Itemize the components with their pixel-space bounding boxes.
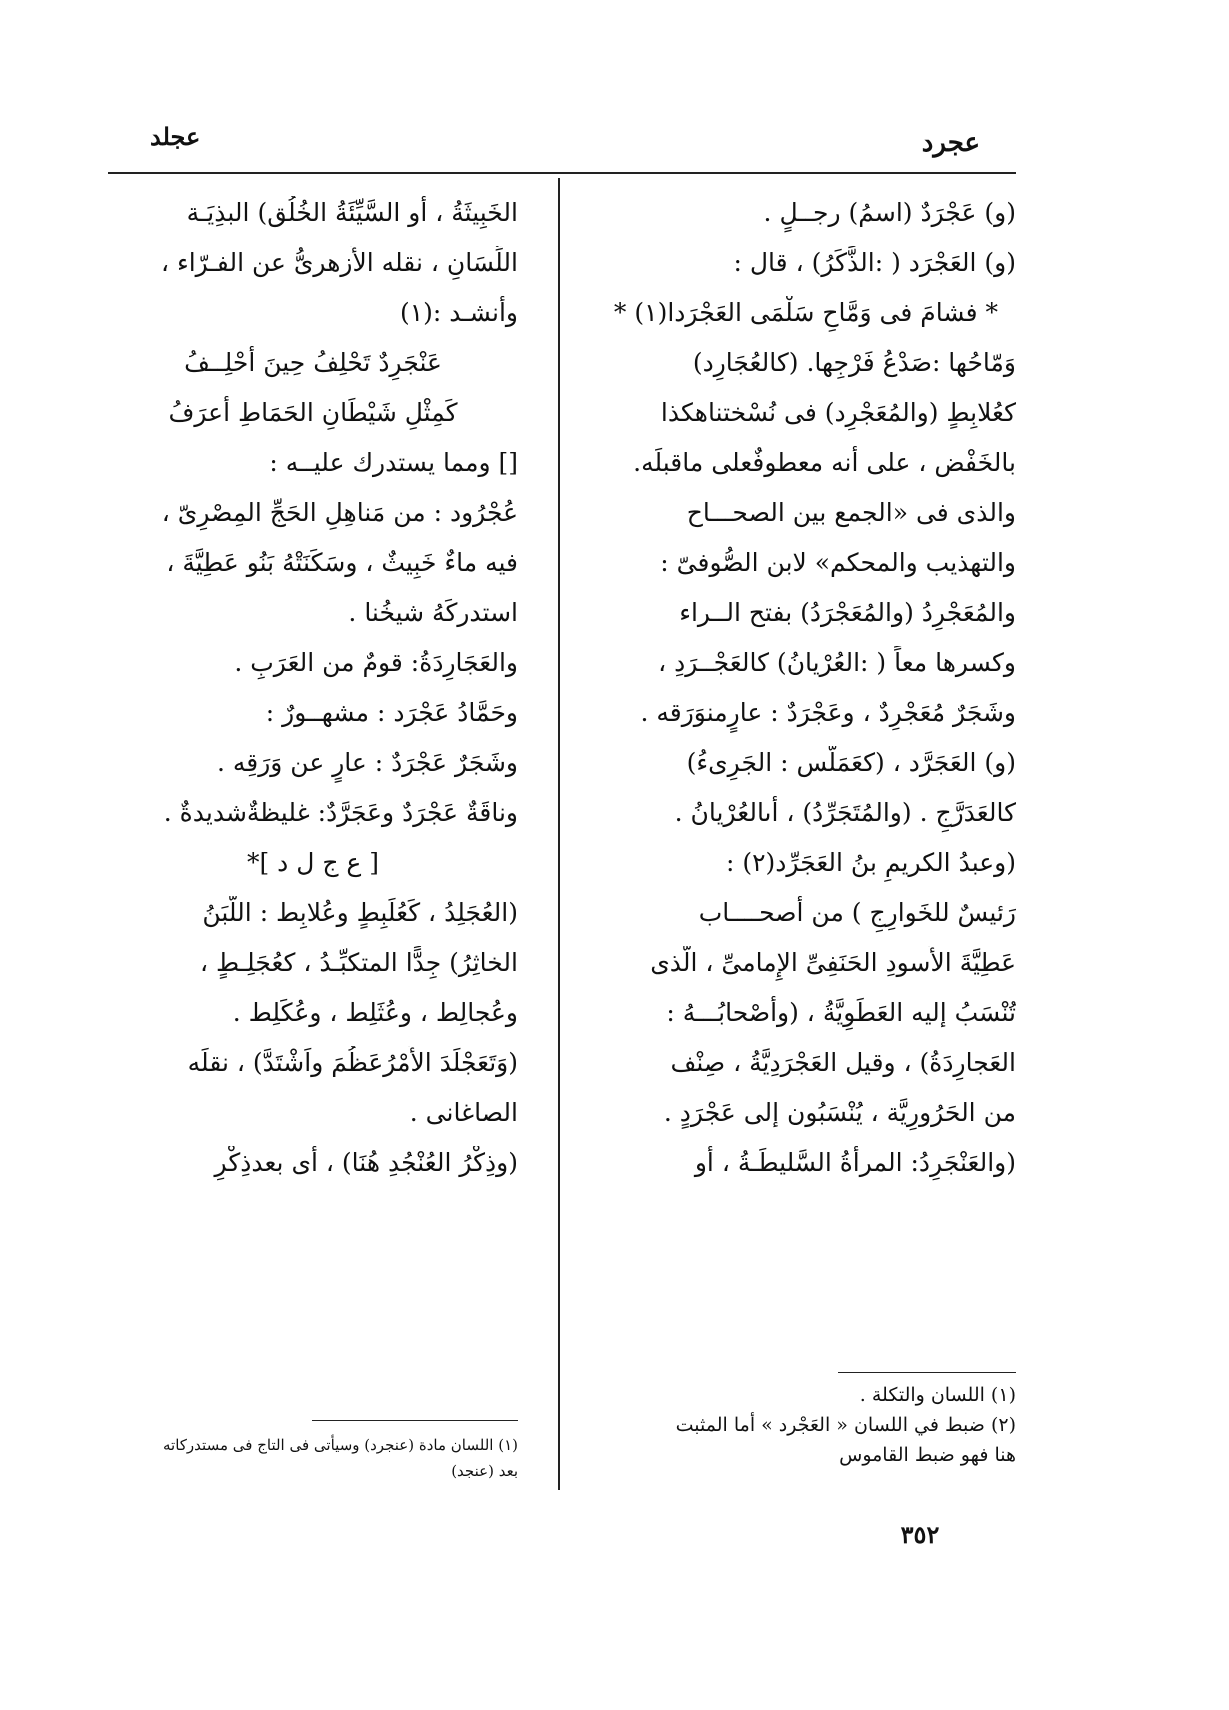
footnote-rule-right	[838, 1372, 1016, 1373]
text-line: والتهذيب والمحكم» لابن الصُّوفىّ :	[660, 548, 1016, 577]
text-line: (و) العَجَرَّد ، (كعَمَلَّس : الجَرِىءُ)	[686, 748, 1016, 777]
page-number: ٣٥٢	[900, 1520, 940, 1549]
footnote: (٢) ضبط في اللسان « العَجْرد » أما المثبت	[675, 1414, 1016, 1436]
text-line: وأَنشـد :(١)	[399, 298, 518, 327]
text-line: من الحَرُورِيَّة ، يُنْسَبُون إلى عَجْرَدٍ .	[663, 1098, 1016, 1127]
text-line: (وعبدُ الكريمِ بنُ العَجَرِّد(٢) :	[725, 848, 1016, 877]
header-rule	[108, 172, 1016, 174]
text-line: عَطِيَّةَ الأَسودِ الحَنَفِىِّ الإِمامىِّ ، الّذى	[650, 948, 1016, 977]
text-line: الخاثِرُ) جِدًّا المتكبِّـدُ ، كعُجَلِـطٍ ،	[199, 948, 518, 977]
text-line: رَئيسٌ للخَوارِجِ ) من أَصحــــاب	[698, 898, 1016, 927]
text-line: (و) عَجْرَدٌ (اسمُ) رجــلٍ .	[763, 198, 1016, 227]
text-line: العَجارِدَةُ) ، وقيل العَجْرَدِيَّةُ ، صِنْف	[670, 1048, 1016, 1077]
column-divider	[558, 178, 560, 1490]
running-header-left: عجلد	[150, 122, 201, 151]
text-line: الخَبِيثَةُ ، أَو السَّيِّئَةُ الخُلُق) البذِيَـة	[186, 198, 518, 227]
text-line: [] ومما يستدرك عليــه :	[269, 448, 518, 477]
text-line: وحَمَّادُ عَجْرَد : مشهــورٌ :	[265, 698, 518, 727]
footnote-rule-left	[312, 1420, 518, 1421]
text-line: استدركَهُ شيخُنا .	[348, 598, 518, 627]
text-line: كعُلابِطٍ (والمُعَجْرِد) فى نُسْختناهكذا	[660, 398, 1016, 427]
verse-line: * فشامَ فى وَمَّاحِ سَلْمَى العَجْرَدا(١) *	[613, 298, 999, 327]
text-line: الصاغانى .	[409, 1098, 518, 1127]
text-line: اللِّسَانِ ، نقله الأَزهرىُّ عن الفـرّاء ،	[160, 248, 518, 277]
text-line: وناقَةٌ عَجْرَدٌ وعَجَرَّدٌ: غليظةٌشديدةٌ .	[163, 798, 518, 827]
text-line: والعَجَارِدَةُ: قومٌ من العَرَبِ .	[234, 648, 518, 677]
left-column	[108, 196, 518, 1196]
text-line: والمُعَجْرِدُ (والمُعَجْرَدُ) بفتح الــراء	[679, 598, 1016, 627]
text-line: (و) العَجْرَد ( :الذَّكَرُ) ، قال :	[733, 248, 1016, 277]
running-header-right: عجرد	[921, 128, 980, 158]
text-line: (وَتَعَجْلَدَ الأَمْرُعَظُمَ واَشْتَدَّ) ، نقلَه	[187, 1048, 518, 1077]
text-line: وكسرها معاً ( :العُرْيانُ) كالعَجْــرَدِ ،	[658, 648, 1016, 677]
text-line: تُنْسَبُ إليه العَطَوِيَّةُ ، (وأَصْحابُـــهُ :	[666, 998, 1016, 1027]
text-line: بالخَفْض ، على أنه معطوفٌعلى ماقبلَه.	[633, 448, 1016, 477]
text-line: (وذِكْرُ العُنْجُدِ هُنَا) ، أَى بعدذِكْرِ	[214, 1148, 518, 1177]
footnote: (١) اللسان مادة (عنجرد) وسيأتى فى التاج فى مستدركاته	[163, 1436, 518, 1454]
footnotes-left	[108, 1432, 518, 1484]
text-line: فيه ماءٌ خَبِيثٌ ، وسَكَنَتْهُ بَنُو عَطِيَّةَ ،	[166, 548, 518, 577]
text-line: وشَجَرٌ عَجْرَدٌ : عارٍ عن وَرَقِه .	[216, 748, 518, 777]
footnote: (١) اللسان والتكلة .	[859, 1384, 1016, 1406]
footnote: هنا فهو ضبط القاموس	[839, 1444, 1016, 1466]
text-line: (والعَنْجَرِدُ: المرأَةُ السَّليطَـةُ ، أو	[694, 1148, 1016, 1177]
text-line: وَمّاحُها :صَدْعُ فَرْجِها. (كالعُجَارِد)	[692, 348, 1016, 377]
text-line: (العُجَلِدُ ، كَعُلَبِطٍ وعُلابِط : اللَّبَنُ	[202, 898, 518, 927]
footnote: بعد (عنجد)	[451, 1462, 518, 1480]
verse-line: كَمِثْلِ شَيْطَانِ الحَمَاطِ أَعرَفُ	[168, 398, 458, 427]
text-line: والذى فى «الجمع بين الصحـــاح	[686, 498, 1016, 527]
verse-line: عَنْجَرِدٌ تَحْلِفُ حِينَ أَحْلِــفُ	[184, 348, 442, 377]
right-column	[596, 196, 1016, 1196]
entry-heading: [ ع ج ل د ]*	[246, 848, 380, 877]
text-line: كالعَدَرَّجِ . (والمُتَجَرِّدُ) ، أىالعُرْيانُ .	[674, 798, 1016, 827]
text-line: وشَجَرٌ مُعَجْرِدٌ ، وعَجْرَدٌ : عارٍمنوَرَقه .	[640, 698, 1016, 727]
text-line: عُجْرُود : من مَناهِلِ الحَجِّ المِصْرِىّ ،	[161, 498, 518, 527]
text-line: وعُجالِط ، وعُثَلِط ، وعُكَلِط .	[232, 998, 518, 1027]
footnotes-right	[596, 1380, 1016, 1470]
